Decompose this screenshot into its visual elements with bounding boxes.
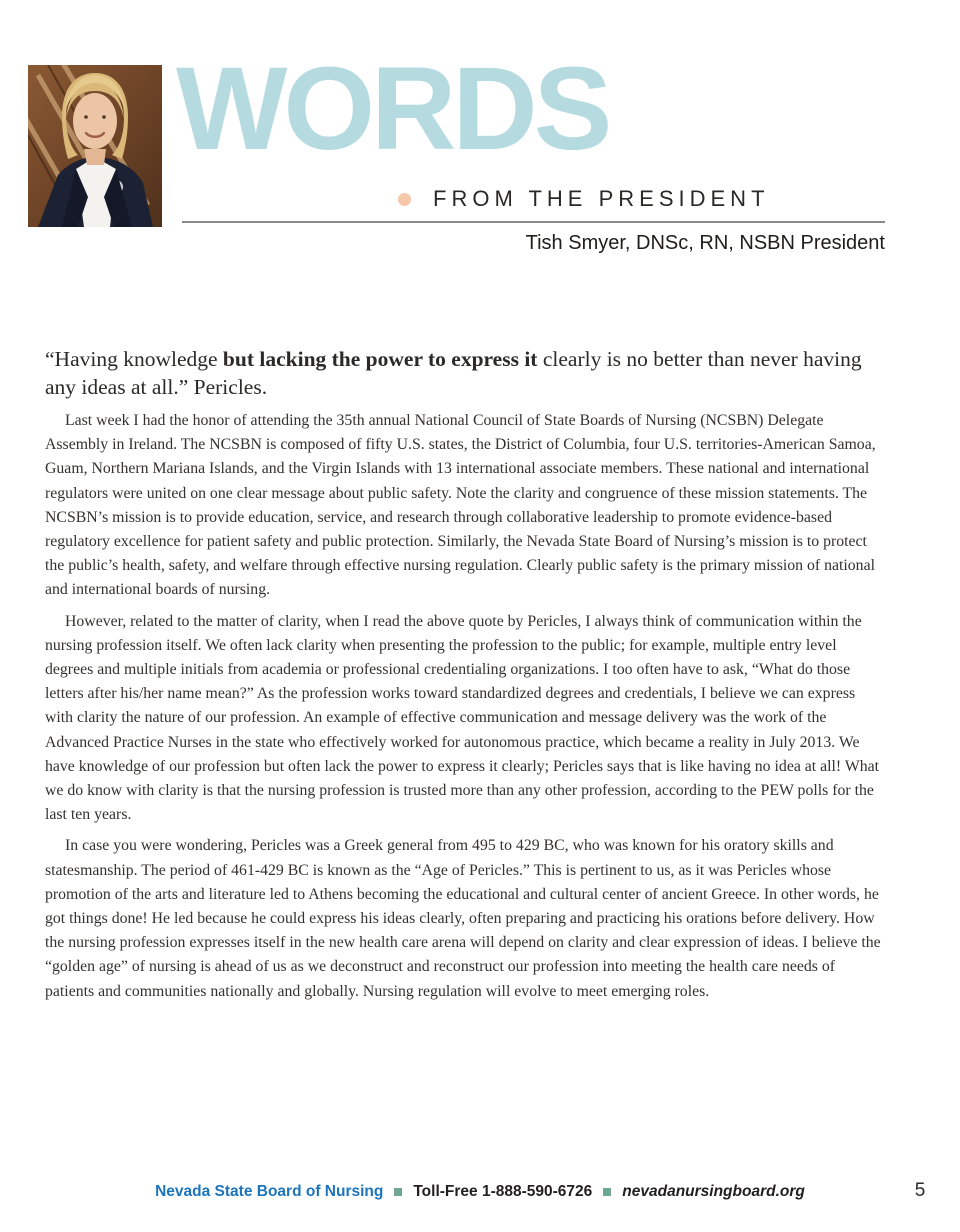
- paragraph-3: In case you were wondering, Pericles was a Greek general from 495 to 429 BC, who was known for his oratory skills and statesmanship. The period of 461-429 BC is known as the “Age of Pericles.” This is pertinent to us, as it was Pericles whose promotion of the arts and literature led to Athens becoming the educational and cultural center of ancient Greece. In other words, he got things done! He led because he could express his ideas clearly, often preparing and practicing his orations before delivery. How the nursing profession expresses itself in the new health care arena will depend on clarity and clear expression of ideas. I believe the “golden age” of nursing is ahead of us as we deconstruct and reconstruct our profession into meeting the health care needs of patients and communities nationally and globally. Nursing regulation will evolve to meet emerging roles.: [45, 837, 881, 1000]
- quote-open: “Having knowledge: [45, 347, 223, 371]
- page-footer: [0, 1183, 960, 1201]
- footer-phone: Toll-Free 1-888-590-6726: [413, 1183, 593, 1200]
- president-photo-illustration: [28, 65, 162, 227]
- paragraph-2: However, related to the matter of clarity, when I read the above quote by Pericles, I always think of communication within the nursing profession itself. We often lack clarity when presenting the profession to the public; for example, multiple entry level degrees and multiple initials from academia or professional credentialing organizations. I too often have to ask, “What do those letters after his/her name mean?” As the profession works toward standardized degrees and credentials, I believe we can express with clarity the nature of our profession. An example of effective communication and message delivery was the work of the Advanced Practice Nurses in the state who effectively worked for autonomous practice, which became a reality in July 2013. We have knowledge of our profession but often lack the power to express it clearly; Pericles says that is like having no idea at all! What we do know with clarity is that the nursing profession is trusted more than any other profession, according to the PEW polls for the last ten years.: [45, 612, 880, 824]
- pull-quote: [45, 345, 886, 401]
- byline: Tish Smyer, DNSc, RN, NSBN President: [525, 232, 885, 254]
- section-subtitle-row: [398, 186, 770, 212]
- page-title: WORDS: [176, 43, 609, 175]
- paragraph-1: Last week I had the honor of attending the 35th annual National Council of State Boards of Nursing (NCSBN) Delegate Assembly in Ireland. The NCSBN is composed of fifty U.S. states, the District of Columbia, four U.S. territories-American Samoa, Guam, Northern Mariana Islands, and the Virgin Islands with 13 international associate members. These national and international regulators were united on one clear message about public safety. Note the clarity and congruence of these mission statements. The NCSBN’s mission is to provide education, service, and research through collaborative leadership to promote evidence-based regulatory excellence for patient safety and public protection. Similarly, the Nevada State Board of Nursing’s mission is to protect the public’s health, safety, and welfare through effective nursing regulation. Clearly public safety is the primary mission of national and international boards of nursing.: [45, 412, 876, 599]
- article-body: [45, 345, 886, 1011]
- header-rule: [182, 221, 885, 223]
- quote-bold: but lacking the power to express it: [222, 347, 538, 371]
- president-photo: [28, 65, 162, 227]
- footer-org-name: Nevada State Board of Nursing: [155, 1183, 384, 1200]
- bullet-icon: [398, 193, 411, 206]
- quote-rest: clearly is no better than never having any ideas at all.” Pericles.: [45, 347, 862, 399]
- footer-website: nevadanursingboard.org: [622, 1183, 805, 1200]
- section-subtitle: FROM THE PRESIDENT: [433, 186, 770, 211]
- square-separator-icon: [603, 1188, 611, 1196]
- square-separator-icon: [394, 1188, 402, 1196]
- page-number: 5: [914, 1180, 926, 1201]
